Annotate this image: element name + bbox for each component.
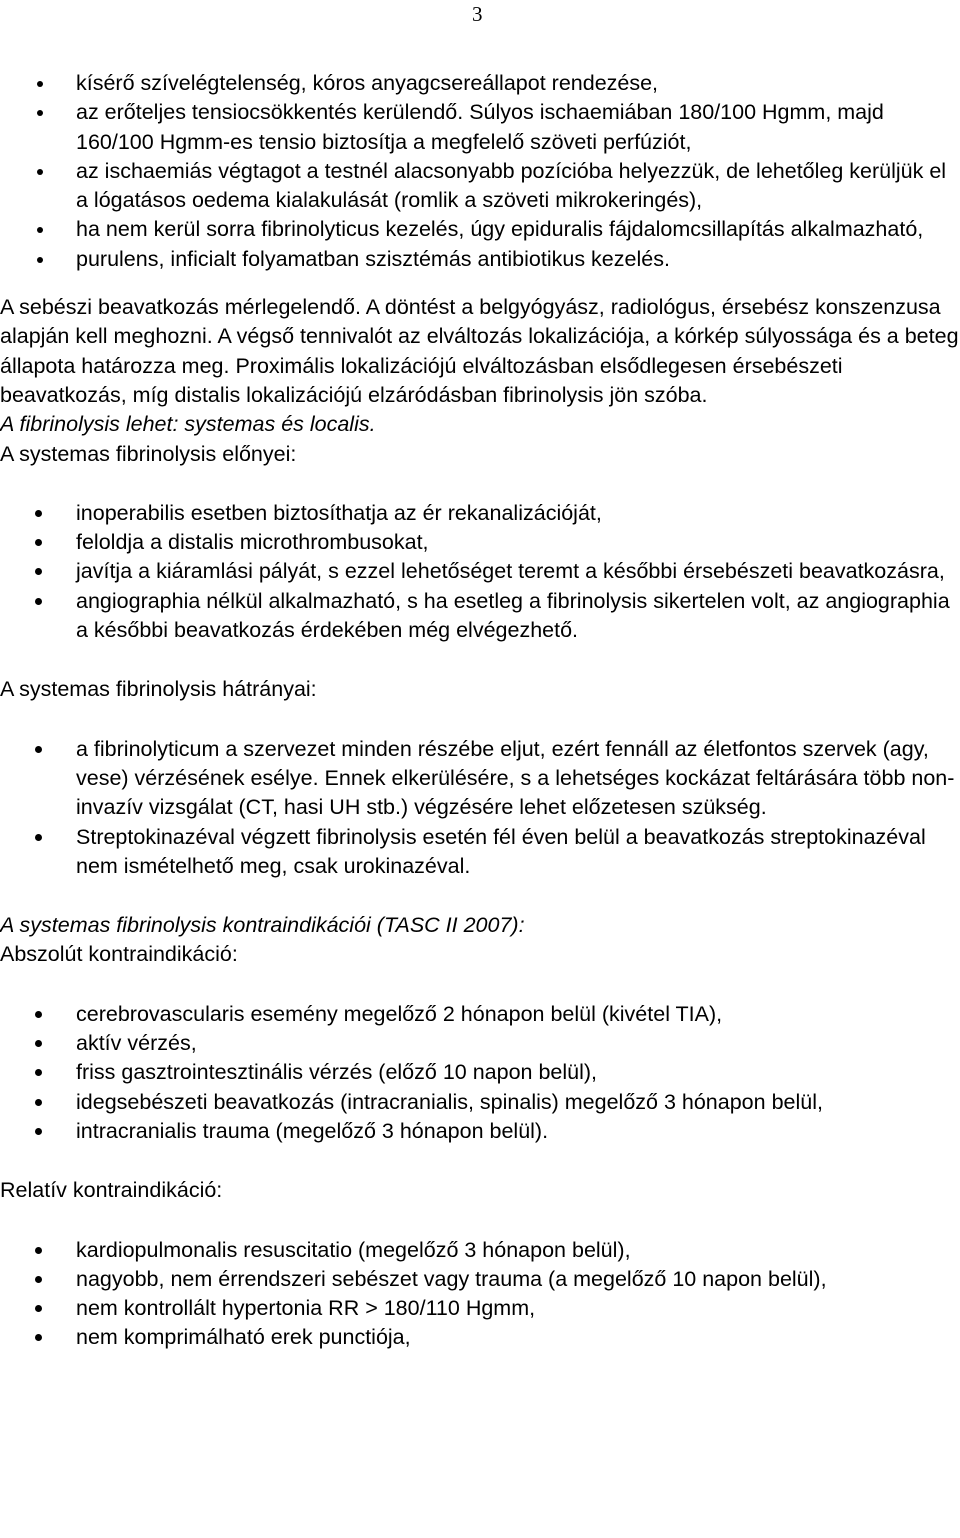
spacer [0, 1146, 960, 1176]
list-item: nem kontrollált hypertonia RR > 180/110 Hgmm, [0, 1294, 960, 1323]
disadvantages-heading: A systemas fibrinolysis hátrányai: [0, 677, 317, 702]
list-item: cerebrovascularis esemény megelőző 2 hónapon belül (kivétel TIA), [0, 1000, 960, 1029]
list-item: kardiopulmonalis resuscitatio (megelőző 3 hónapon belül), [0, 1236, 960, 1265]
fibrinolysis-types: A fibrinolysis lehet: systemas és localis. [0, 412, 376, 437]
disadvantages-list [0, 735, 960, 881]
list-item: inoperabilis esetben biztosíthatja az ér rekanalizációját, [0, 499, 960, 528]
absolute-heading: Abszolút kontraindikáció: [0, 942, 238, 967]
relative-contraindication-list [0, 1236, 960, 1353]
list-item: kísérő szívelégtelenség, kóros anyagcsereállapot rendezése, [0, 69, 960, 98]
list-item: purulens, inficialt folyamatban szisztémás antibiotikus kezelés. [0, 245, 960, 274]
list-item: feloldja a distalis microthrombusokat, [0, 528, 960, 557]
list-item: Streptokinazéval végzett fibrinolysis esetén fél éven belül a beavatkozás streptokinazéval nem ismételhető meg, csak urokinazéval. [0, 823, 960, 882]
absolute-contraindication-list [0, 1000, 960, 1146]
list-item: angiographia nélkül alkalmazható, s ha esetleg a fibrinolysis sikertelen volt, az angiographia a későbbi beavatkozás érdekében még elvégezhető. [0, 587, 960, 646]
list-item: aktív vérzés, [0, 1029, 960, 1058]
relative-heading: Relatív kontraindikáció: [0, 1178, 223, 1203]
contraindications-heading: A systemas fibrinolysis kontraindikációi (TASC II 2007): [0, 913, 525, 938]
spacer [0, 705, 960, 735]
advantages-heading: A systemas fibrinolysis előnyei: [0, 441, 297, 466]
list-item: ha nem kerül sorra fibrinolyticus kezelés, úgy epiduralis fájdalomcsillapítás alkalmazható, [0, 215, 960, 244]
spacer [0, 881, 960, 911]
management-list [0, 69, 960, 274]
list-item: nagyobb, nem érrendszeri sebészet vagy trauma (a megelőző 10 napon belül), [0, 1265, 960, 1294]
spacer [0, 645, 960, 675]
list-item: friss gasztrointesztinális vérzés (előző 10 napon belül), [0, 1058, 960, 1087]
list-item: javítja a kiáramlási pályát, s ezzel lehetőséget teremt a későbbi érsebészeti beavatkozásra, [0, 557, 960, 586]
list-item: az erőteljes tensiocsökkentés kerülendő. Súlyos ischaemiában 180/100 Hgmm, majd 160/100 Hgmm-es tensio biztosítja a megfelelő szöveti perfúziót, [0, 98, 960, 157]
list-item: nem komprimálható erek punctiója, [0, 1323, 960, 1352]
list-item: az ischaemiás végtagot a testnél alacsonyabb pozícióba helyezzük, de lehetőleg kerüljük el a lógatásos oedema kialakulását (romlik a szöveti mikrokeringés), [0, 157, 960, 216]
spacer [0, 970, 960, 1000]
surgery-paragraph: A sebészi beavatkozás mérlegelendő. A döntést a belgyógyász, radiológus, érsebész konszenzusa alapján kell meghozni. A végső tennivalót az elváltozás lokalizációja, a kórkép súlyossága és a beteg állapota határozza meg. Proximális lokalizációjú elváltozásban elsődlegesen érsebészeti beavatkozás, míg distalis lokalizációjú elzáródásban fibrinolysis jön szóba. [0, 295, 959, 407]
spacer [0, 1206, 960, 1236]
spacer [0, 274, 960, 293]
document-body [0, 69, 960, 1353]
list-item: a fibrinolyticum a szervezet minden részébe eljut, ezért fennáll az életfontos szervek (agy, vese) vérzésének esélye. Ennek elkerülésére, s a lehetséges kockázat feltárására több non-invazív vizsgálat (CT, hasi UH stb.) végzésére lehet előzetesen szükség. [0, 735, 960, 823]
list-item: intracranialis trauma (megelőző 3 hónapon belül). [0, 1117, 960, 1146]
list-item: idegsebészeti beavatkozás (intracranialis, spinalis) megelőző 3 hónapon belül, [0, 1088, 960, 1117]
page-number: 3 [472, 2, 483, 26]
advantages-list [0, 499, 960, 645]
spacer [0, 469, 960, 499]
